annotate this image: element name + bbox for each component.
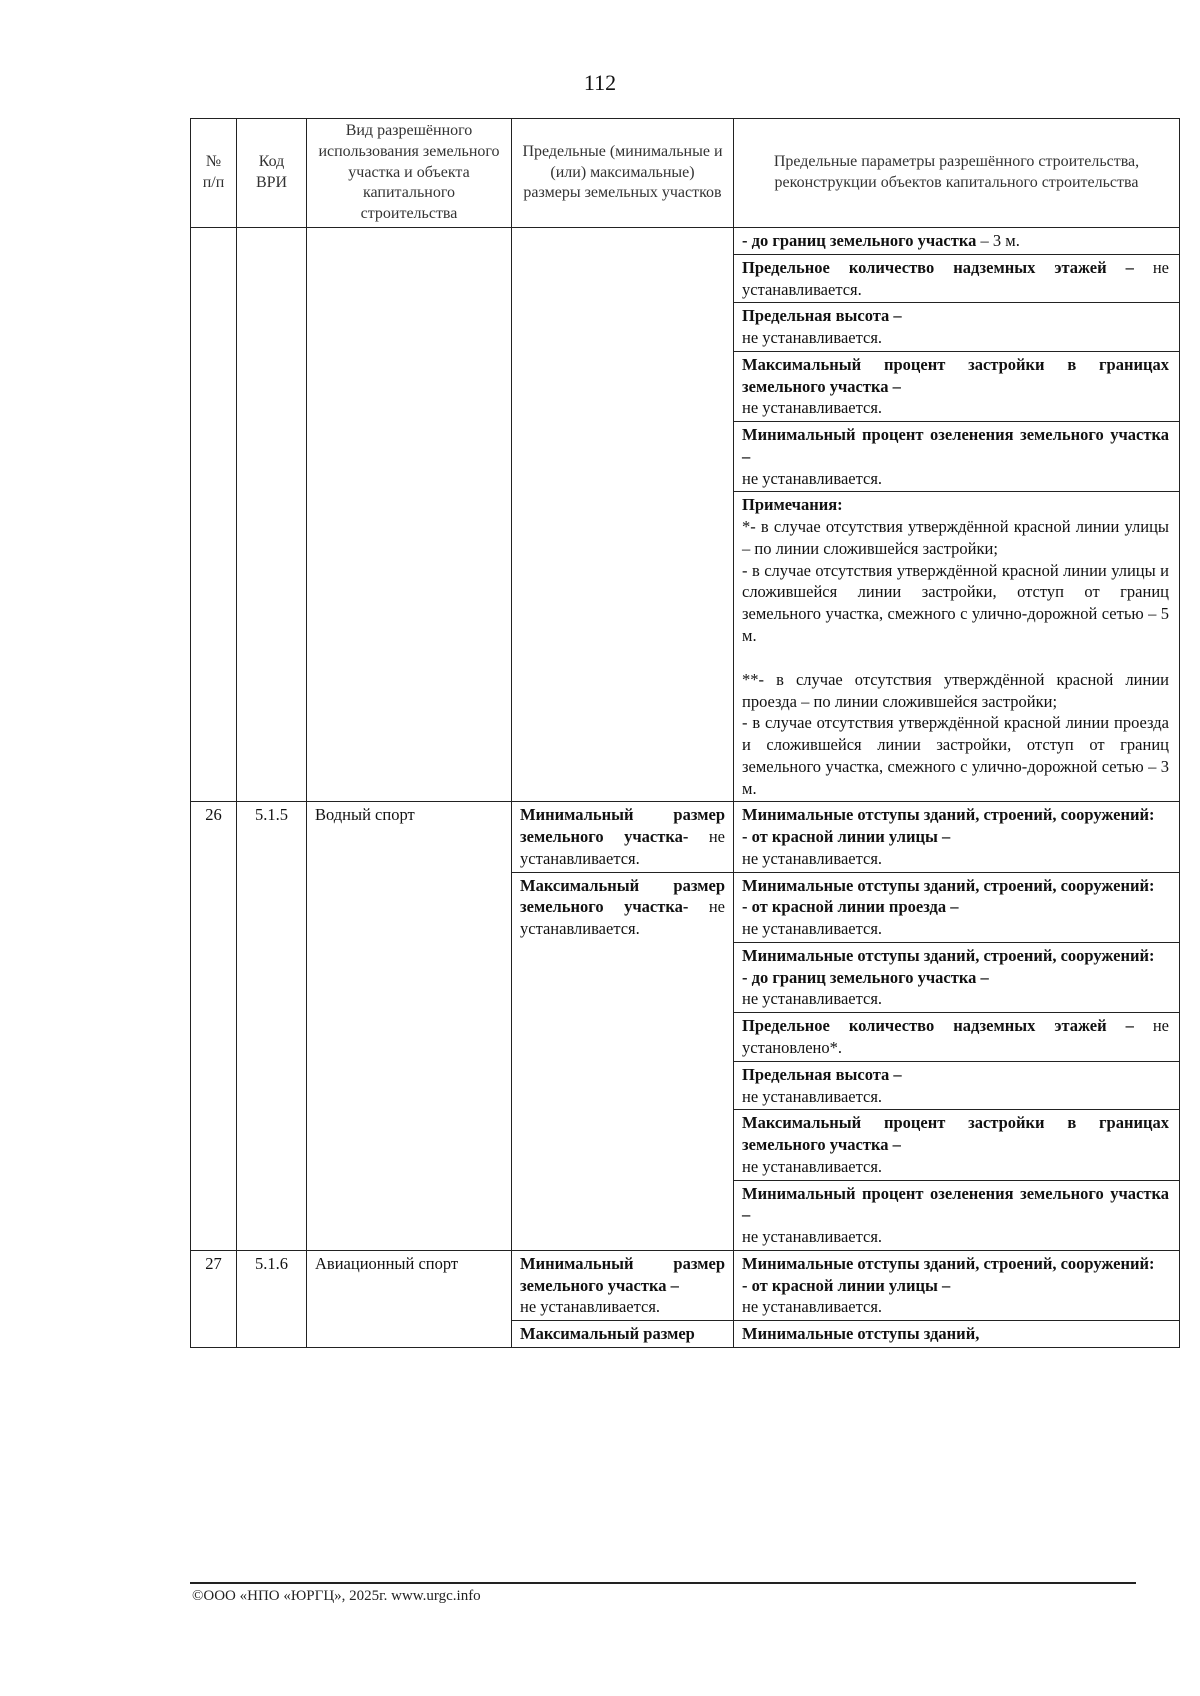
sizes-cell: Минимальный размер земельного участка – не устанавливается. Максимальный размер <box>512 1250 734 1347</box>
param-item: Предельная высота – не устанавливается. <box>734 303 1179 352</box>
table-row <box>191 802 1180 1251</box>
param-item: Минимальный процент озеленения земельного участка – не устанавливается. <box>734 422 1179 492</box>
note-text: - в случае отсутствия утверждённой красной линии проезда и сложившейся линии застройки, отступ от границ земельного участка, смежного с улично-дорожной сетью – 3 м. <box>742 713 1169 798</box>
param-item: Предельное количество надземных этажей – не устанавливается. <box>734 255 1179 304</box>
header-sizes: Предельные (минимальные и (или) максимальные) размеры земельных участков <box>512 119 734 228</box>
page-number: 112 <box>583 70 617 95</box>
regulations-table <box>190 118 1180 1348</box>
note-text: *- в случае отсутствия утверждённой красной линии улицы – по линии сложившейся застройки; <box>742 517 1169 558</box>
row-num: 27 <box>191 1250 237 1347</box>
param-item: - до границ земельного участка – 3 м. <box>734 228 1179 255</box>
param-item: Максимальный процент застройки в границах земельного участка – не устанавливается. <box>734 352 1179 422</box>
table-row <box>191 1250 1180 1347</box>
notes <box>734 492 1179 801</box>
header-num: № п/п <box>191 119 237 228</box>
header-params: Предельные параметры разрешённого строительства, реконструкции объектов капитального строительства <box>734 119 1180 228</box>
row-kind: Водный спорт <box>307 802 512 1251</box>
table-header-row <box>191 119 1180 228</box>
row-num: 26 <box>191 802 237 1251</box>
footer-copyright: ©ООО «НПО «ЮРГЦ», 2025г. www.urgc.info <box>192 1588 481 1604</box>
notes-title: Примечания: <box>742 495 843 515</box>
sizes-cell: Минимальный размер земельного участка- не устанавливается. Максимальный размер земельного участка- не устанавливается. <box>512 802 734 1251</box>
params-cell: Минимальные отступы зданий, строений, сооружений: - от красной линии улицы – не устанавливается. Минимальные отступы зданий, <box>734 1250 1180 1347</box>
params-cell: Минимальные отступы зданий, строений, сооружений: - от красной линии улицы – не устанавливается. Минимальные отступы зданий, строений, сооружений: - от красной линии проезда – не устанавливается. Минимальные отступы зданий, строений, сооружений: - до границ земельного участка – не устанавливается. Предельное количество надземных этажей – не установлено*. Предельная высота – не устанавливается. Максимальный процент застройки в границах земельного участка – не устанавливается. Минимальный процент озеленения земельного участка – не устанавливается. <box>734 802 1180 1251</box>
params-cell <box>734 227 1180 801</box>
note-text: **- в случае отсутствия утверждённой красной линии проезда – по линии сложившейся застройки; <box>742 669 1169 711</box>
table-row <box>191 227 1180 801</box>
header-kind: Вид разрешённого использования земельного участка и объекта капитального строительства <box>307 119 512 228</box>
row-code: 5.1.6 <box>237 1250 307 1347</box>
header-code: Код ВРИ <box>237 119 307 228</box>
row-code: 5.1.5 <box>237 802 307 1251</box>
footer-divider <box>190 1582 1136 1584</box>
row-kind: Авиационный спорт <box>307 1250 512 1347</box>
note-text: - в случае отсутствия утверждённой красной линии улицы и сложившейся линии застройки, отступ от границ земельного участка, смежного с улично-дорожной сетью – 5 м. <box>742 560 1169 645</box>
